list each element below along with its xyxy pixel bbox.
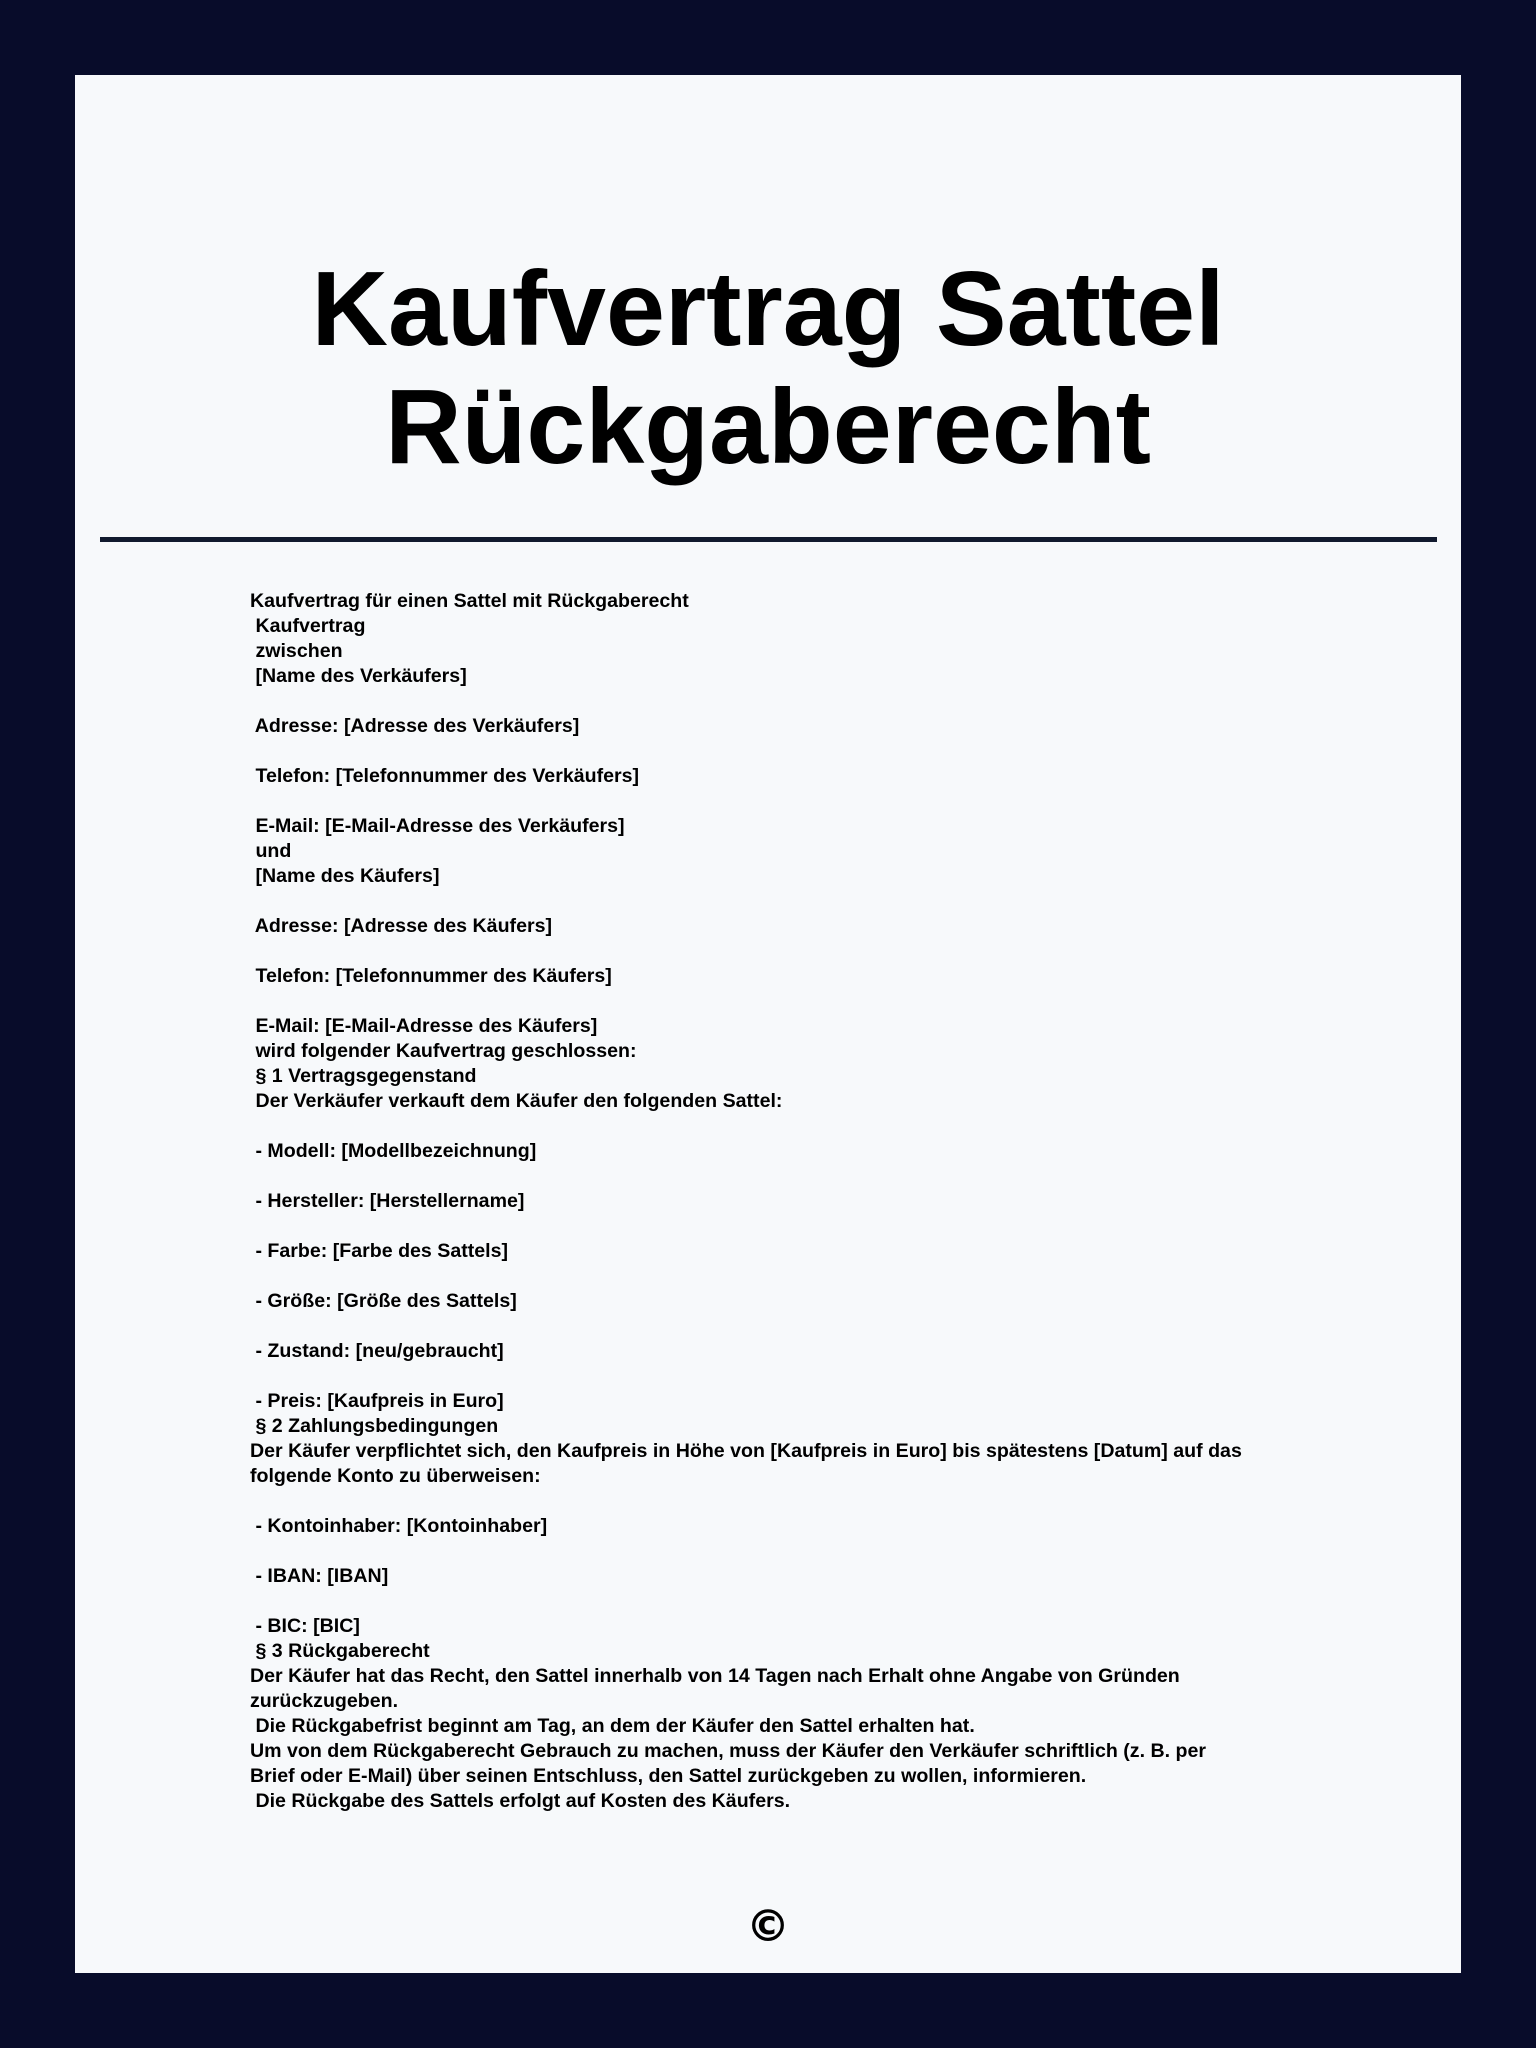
blank-line xyxy=(250,789,1310,814)
contract-line: - Farbe: [Farbe des Sattels] xyxy=(250,1240,509,1262)
contract-line: Der Käufer hat das Recht, den Sattel innerhalb von 14 Tagen nach Erhalt ohne Angabe von Gründen xyxy=(250,1665,1180,1687)
contract-line: Der Käufer verpflichtet sich, den Kaufpreis in Höhe von [Kaufpreis in Euro] bis spätestens [Datum] auf das xyxy=(250,1440,1242,1462)
blank-line xyxy=(250,1489,1310,1514)
contract-line: Adresse: [Adresse des Verkäufers] xyxy=(250,715,580,737)
blank-line xyxy=(250,939,1310,964)
contract-line: zurückzugeben. xyxy=(250,1690,399,1712)
contract-line: Kaufvertrag für einen Sattel mit Rückgaberecht xyxy=(250,590,689,612)
contract-line: Brief oder E-Mail) über seinen Entschluss, den Sattel zurückgeben zu wollen, informieren. xyxy=(250,1765,1087,1787)
contract-line: § 1 Vertragsgegenstand xyxy=(250,1065,477,1087)
blank-line xyxy=(250,1314,1310,1339)
contract-line: folgende Konto zu überweisen: xyxy=(250,1465,541,1487)
contract-line: Um von dem Rückgaberecht Gebrauch zu machen, muss der Käufer den Verkäufer schriftlich (z. B. per xyxy=(250,1740,1207,1762)
contract-line: [Name des Käufers] xyxy=(250,865,440,887)
contract-line: E-Mail: [E-Mail-Adresse des Käufers] xyxy=(250,1015,598,1037)
contract-line: § 2 Zahlungsbedingungen xyxy=(250,1415,499,1437)
contract-line: - Größe: [Größe des Sattels] xyxy=(250,1290,517,1312)
blank-line xyxy=(250,1164,1310,1189)
document-page xyxy=(75,75,1461,1973)
contract-line: wird folgender Kaufvertrag geschlossen: xyxy=(250,1040,637,1062)
blank-line xyxy=(250,1214,1310,1239)
blank-line xyxy=(250,1264,1310,1289)
contract-line: und xyxy=(250,840,292,862)
blank-line xyxy=(250,989,1310,1014)
document-title xyxy=(75,250,1461,486)
contract-line: - IBAN: [IBAN] xyxy=(250,1565,389,1587)
blank-line xyxy=(250,1539,1310,1564)
contract-line: Kaufvertrag xyxy=(250,615,366,637)
contract-line: - BIC: [BIC] xyxy=(250,1615,360,1637)
contract-line: Die Rückgabefrist beginnt am Tag, an dem der Käufer den Sattel erhalten hat. xyxy=(250,1715,975,1737)
title-divider xyxy=(100,537,1437,542)
contract-line: zwischen xyxy=(250,640,343,662)
contract-line: - Hersteller: [Herstellername] xyxy=(250,1190,525,1212)
blank-line xyxy=(250,1589,1310,1614)
contract-line: - Modell: [Modellbezeichnung] xyxy=(250,1140,537,1162)
blank-line xyxy=(250,689,1310,714)
contract-line: Adresse: [Adresse des Käufers] xyxy=(250,915,553,937)
blank-line xyxy=(250,1364,1310,1389)
blank-line xyxy=(250,889,1310,914)
contract-line: - Zustand: [neu/gebraucht] xyxy=(250,1340,504,1362)
contract-line: Telefon: [Telefonnummer des Verkäufers] xyxy=(250,765,640,787)
contract-line: [Name des Verkäufers] xyxy=(250,665,467,687)
title-line-2: Rückgaberecht xyxy=(385,368,1151,486)
contract-line: E-Mail: [E-Mail-Adresse des Verkäufers] xyxy=(250,815,625,837)
contract-line: Telefon: [Telefonnummer des Käufers] xyxy=(250,965,612,987)
copyright-symbol: © xyxy=(746,1901,790,1952)
blank-line xyxy=(250,1114,1310,1139)
contract-line: - Kontoinhaber: [Kontoinhaber] xyxy=(250,1515,548,1537)
contract-line: § 3 Rückgaberecht xyxy=(250,1640,430,1662)
contract-line: Die Rückgabe des Sattels erfolgt auf Kosten des Käufers. xyxy=(250,1790,791,1812)
contract-line: - Preis: [Kaufpreis in Euro] xyxy=(250,1390,504,1412)
contract-line: Der Verkäufer verkauft dem Käufer den folgenden Sattel: xyxy=(250,1090,783,1112)
contract-body xyxy=(250,589,1310,1814)
blank-line xyxy=(250,739,1310,764)
title-line-1: Kaufvertrag Sattel xyxy=(311,250,1225,368)
